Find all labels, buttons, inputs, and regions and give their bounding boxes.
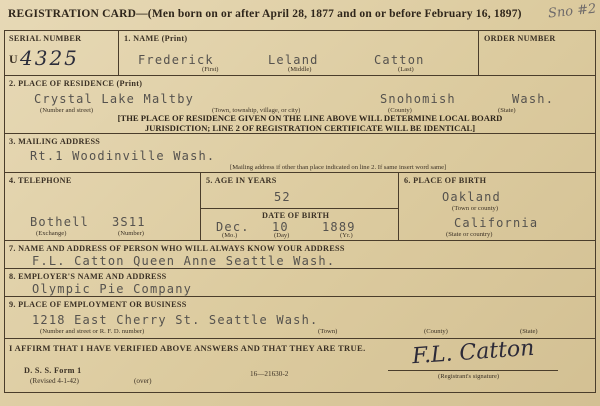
name-label: 1. NAME (Print) xyxy=(124,34,188,43)
residence-county: Snohomish xyxy=(380,92,456,106)
contact-value: F.L. Catton Queen Anne Seattle Wash. xyxy=(32,254,336,268)
residence-street: Crystal Lake Maltby xyxy=(34,92,195,106)
rule-row9 xyxy=(4,296,596,297)
order-label: ORDER NUMBER xyxy=(484,34,556,43)
name-last: Catton xyxy=(374,53,425,67)
serial-value: 4325 xyxy=(20,46,79,70)
signature-caption: (Registrant's signature) xyxy=(438,373,500,380)
residence-street-caption: (Number and street) xyxy=(40,107,94,114)
dob-day-caption: (Day) xyxy=(274,232,290,239)
residence-notice-line2: JURISDICTION; LINE 2 OF REGISTRATION CERTIFICATE WILL BE IDENTICAL] xyxy=(144,123,476,133)
employment-town-caption: (Town) xyxy=(318,328,338,335)
divider-tel xyxy=(200,172,201,240)
rule-left xyxy=(4,30,5,392)
signature-line xyxy=(388,370,558,371)
mailing-value: Rt.1 Woodinville Wash. xyxy=(30,149,216,163)
birthplace-state-caption: (State or country) xyxy=(446,231,493,238)
residence-label: 2. PLACE OF RESIDENCE (Print) xyxy=(9,79,143,88)
name-middle: Leland xyxy=(268,53,319,67)
form-number: D. S. S. Form 1 xyxy=(24,366,82,375)
birthplace-town: Oakland xyxy=(442,190,501,204)
registrant-signature: F.L. Catton xyxy=(411,335,536,370)
telephone-exchange-caption: (Exchange) xyxy=(36,230,67,237)
divider-age xyxy=(398,172,399,240)
dob-month: Dec. xyxy=(216,220,250,234)
affirmation-text: I AFFIRM THAT I HAVE VERIFIED ABOVE ANSWERS AND THAT THEY ARE TRUE. xyxy=(9,343,366,353)
employment-county-caption: (County) xyxy=(424,328,448,335)
mailing-label: 3. MAILING ADDRESS xyxy=(9,137,101,146)
employer-value: Olympic Pie Company xyxy=(32,282,193,296)
dob-year: 1889 xyxy=(322,220,356,234)
serial-label: SERIAL NUMBER xyxy=(9,34,82,43)
birthplace-town-caption: (Town or county) xyxy=(452,205,499,212)
form-revised: (Revised 4-1-42) xyxy=(30,377,79,385)
corner-note: Sno #2 xyxy=(547,1,598,22)
dob-year-caption: (Yr.) xyxy=(340,232,353,239)
serial-prefix: U xyxy=(9,52,18,66)
residence-notice-line1: [THE PLACE OF RESIDENCE GIVEN ON THE LINE ABOVE WILL DETERMINE LOCAL BOARD xyxy=(117,113,503,123)
contact-label: 7. NAME AND ADDRESS OF PERSON WHO WILL ALWAYS KNOW YOUR ADDRESS xyxy=(9,244,345,253)
divider-dob xyxy=(200,208,398,209)
age-value: 52 xyxy=(274,190,291,204)
card-title: REGISTRATION CARD—(Men born on or after April 28, 1877 and on or before February 16, 1897) xyxy=(8,8,522,20)
print-code: 16—21630-2 xyxy=(250,370,289,378)
name-last-caption: (Last) xyxy=(398,66,414,73)
name-first: Frederick xyxy=(138,53,214,67)
dob-day: 10 xyxy=(272,220,289,234)
dob-month-caption: (Mo.) xyxy=(222,232,238,239)
employment-state-caption: (State) xyxy=(520,328,538,335)
birthplace-state: California xyxy=(454,216,539,230)
rule-top xyxy=(4,30,596,31)
telephone-number: 3S11 xyxy=(112,215,146,229)
age-label: 5. AGE IN YEARS xyxy=(206,176,277,185)
employer-label: 8. EMPLOYER'S NAME AND ADDRESS xyxy=(9,272,167,281)
employment-value: 1218 East Cherry St. Seattle Wash. xyxy=(32,313,319,327)
residence-county-caption: (County) xyxy=(388,107,412,114)
residence-state-caption: (State) xyxy=(498,107,516,114)
rule-bottom xyxy=(4,392,596,393)
telephone-exchange: Bothell xyxy=(30,215,89,229)
residence-state: Wash. xyxy=(512,92,555,106)
birthplace-label: 6. PLACE OF BIRTH xyxy=(404,176,487,185)
mailing-note: [Mailing address if other than place indicated on line 2. If same insert word same] xyxy=(230,164,447,171)
rule-row8 xyxy=(4,268,596,269)
rule-row3 xyxy=(4,133,596,134)
telephone-label: 4. TELEPHONE xyxy=(9,176,72,185)
over-note: (over) xyxy=(134,377,152,385)
residence-notice xyxy=(40,113,580,133)
rule-row7 xyxy=(4,240,596,241)
divider-order xyxy=(478,30,479,75)
telephone-number-caption: (Number) xyxy=(118,230,144,237)
name-middle-caption: (Middle) xyxy=(288,66,312,73)
rule-right xyxy=(595,30,596,392)
employment-street-caption: (Number and street or R. F. D. number) xyxy=(40,328,145,335)
rule-row2 xyxy=(4,75,596,76)
divider-serial xyxy=(118,30,119,75)
employment-label: 9. PLACE OF EMPLOYMENT OR BUSINESS xyxy=(9,300,187,309)
rule-row4 xyxy=(4,172,596,173)
residence-town-caption: (Town, township, village, or city) xyxy=(212,107,301,114)
name-first-caption: (First) xyxy=(202,66,219,73)
dob-label: DATE OF BIRTH xyxy=(262,211,330,220)
